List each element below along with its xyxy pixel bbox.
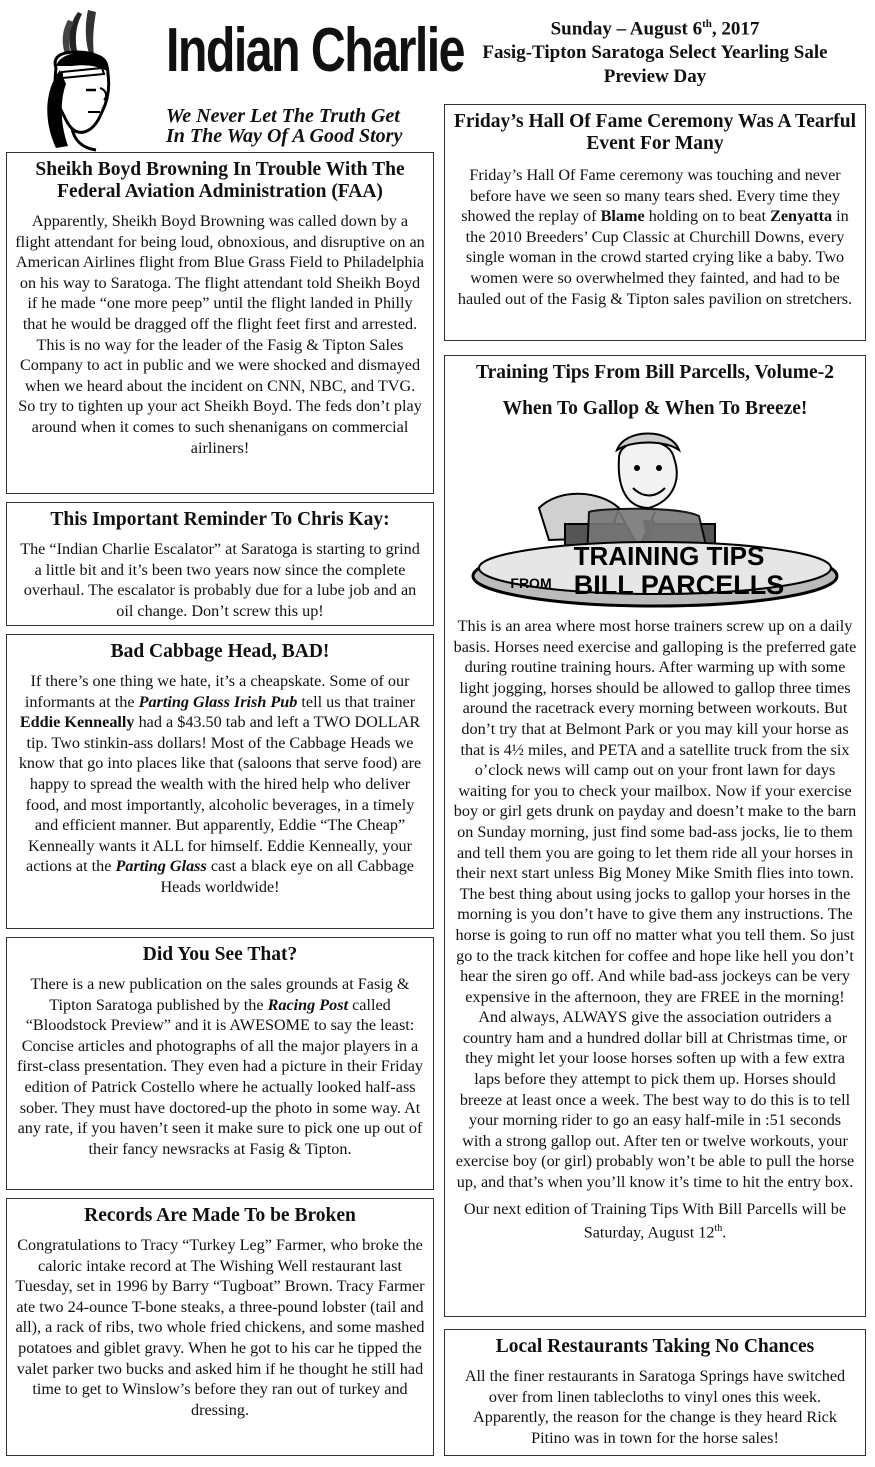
- article-hall-of-fame: [444, 104, 866, 341]
- article-body: There is a new publication on the sales grounds at Fasig & Tipton Saratoga published by the Racing Post called “Bloodstock Preview” and it is AWESOME to say the least: Concise articles and photographs of all the major players in a first-class presentation. They even had a picture in their Friday edition of Patrick Costello where he actually looked half-ass sober. They must have doctored-up the photo in some way. At any rate, if you haven’t seen it make sure to pick one up out of their fancy newsracks at Fasig & Tipton.: [16, 975, 424, 1158]
- sign-line-2: BILL PARCELLS: [573, 570, 785, 600]
- edition-date: Sunday – August 6th, 2017: [550, 18, 760, 40]
- article-body: The “Indian Charlie Escalator” at Saratoga is starting to grind a little bit and it’s been two years now since the complete overhaul. The escalator is probably due for a lube job and an oil change. Don’t screw this up!: [20, 540, 420, 620]
- masthead-tagline: We Never Let The Truth Get In The Way Of A Good Story: [166, 105, 403, 147]
- masthead-title: Indian Charlie: [166, 16, 464, 85]
- article-body: All the finer restaurants in Saratoga Springs have switched over from linen tablecloths to vinyl ones this week. Apparently, the reason for the change is they heard Rick Pitino was in town for the horse sales!: [464, 1367, 846, 1447]
- article-headline: Bad Cabbage Head, BAD!: [110, 641, 330, 662]
- edition-event: Fasig-Tipton Saratoga Select Yearling Sale: [482, 42, 828, 64]
- article-headline: Sheikh Boyd Browning In Trouble With The Federal Aviation Administration (FAA): [35, 159, 405, 202]
- masthead: [6, 0, 464, 152]
- article-records: [6, 1198, 434, 1456]
- caricature-icon: [469, 428, 841, 608]
- article-headline: Records Are Made To be Broken: [84, 1205, 356, 1226]
- article-reminder: [6, 502, 434, 626]
- article-restaurants: [444, 1329, 866, 1456]
- article-headline: Did You See That?: [142, 944, 298, 965]
- edition-info: [444, 0, 866, 93]
- sign-from: FROM: [510, 575, 552, 591]
- article-headline: Training Tips From Bill Parcells, Volume-2: [476, 362, 834, 383]
- edition-subtitle: Preview Day: [603, 66, 707, 88]
- article-headline: Friday’s Hall Of Fame Ceremony Was A Tearful Event For Many: [453, 111, 857, 154]
- left-column: [6, 0, 464, 1456]
- article-faa: [6, 152, 434, 494]
- article-training-tips: [444, 355, 866, 1317]
- article-headline: This Important Reminder To Chris Kay:: [50, 509, 390, 530]
- right-column: [444, 0, 866, 1456]
- sign-line-1: TRAINING TIPS: [573, 541, 765, 571]
- article-body: If there’s one thing we hate, it’s a cheapskate. Some of our informants at the Parting Glass Irish Pub tell us that trainer Eddie Kenneally had a $43.50 tab and left a TWO DOLLAR tip. Two stinkin-ass dollars! Most of the Cabbage Heads we know that go into places like that (saloons that serve food) are happy to spread the wealth with the hired help who deliver food, and most importantly, alcoholic beverages, in a timely and efficient manner. But apparently, Eddie “The Cheap” Kenneally wants it ALL for himself. Eddie Kenneally, your actions at the Parting Glass cast a black eye on all Cabbage Heads worldwide!: [18, 672, 422, 896]
- article-did-you-see: [6, 937, 434, 1190]
- bill-parcells-cartoon: [469, 428, 841, 608]
- article-body: This is an area where most horse trainers screw up on a daily basis. Horses need exercise and galloping is the preferred gate during routine training hours. After warming up with some light jogging, horses should be allowed to gallop three times around the racetrack every morning between workouts. But don’t try that at Belmont Park or you may kill your horse as that is 4½ miles, and PETA and a satellite truck from the six o’clock news will camp out on your front lawn for days waiting for you to check your mailbox. Now if your exercise boy or girl gets drunk on payday and doesn’t make to the barn on Sunday morning, just find some bad-ass jocks, lie to them and tell them you are going to let them ride all your horses in their next start unless Big Money Mike Smith flies into town. The best thing about using jocks to gallop your horses in the morning is you don’t have to give them any instructions. The horse is going to run off no matter what you tell them. So just go to the track kitchen for coffee and hope like hell you don’t hear the siren go off. And while bad-ass jockeys can be very expensive in the afternoon, they are FREE in the morning! And always, ALWAYS give the association outriders a country ham and a hundred dollar bill at Christmas time, or they might let your loose horses soften up with a few extra laps before they attempt to pick them up. Horses should breeze at least once a week. The best way to do this is to tell your morning rider to go an easy half-mile in :51 seconds with a strong gallop out. After ten or twelve workouts, your exercise boy (or girl) probably won’t be able to pull the horse up, and that’s when you’ll know it’s time to hit the entry box.: [453, 617, 857, 1192]
- article-body: Friday’s Hall Of Fame ceremony was touching and never before have we seen so many tears shed. Every time they showed the replay of Blame holding on to beat Zenyatta in the 2010 Breeders’ Cup Classic at Churchill Downs, every single woman in the crowd started crying like a baby. Two women were so overwhelmed they fainted, and had to be hauled out of the Fasig & Tipton sales pavilion on stretchers.: [457, 166, 853, 308]
- indian-head-icon: [16, 8, 146, 153]
- next-edition-note: Our next edition of Training Tips With Bill Parcells will be Saturday, August 12th.: [463, 1199, 847, 1242]
- article-body: Apparently, Sheikh Boyd Browning was called down by a flight attendant for being loud, obnoxious, and disruptive on an American Airlines flight from Blue Grass Field to Philadelphia on his way to Saratoga. The flight attendant told Sheikh Boyd if he made “one more peep” until the flight landed in Philly that he would be dragged off the flight feet first and arrested. This is no way for the leader of the Fasig & Tipton Sales Company to act in public and we were shocked and dismayed when we heard about the incident on CNN, NBC, and TVG. So try to tighten up your act Sheikh Boyd. The feds don’t play around when it comes to such shenanigans on commercial airliners!: [15, 212, 425, 457]
- article-body: Congratulations to Tracy “Turkey Leg” Farmer, who broke the caloric intake record at The Wishing Well restaurant last Tuesday, set in 1996 by Barry “Tugboat” Brown. Tracy Farmer ate two 24-ounce T-bone steaks, a three-pound lobster (tail and all), a rack of ribs, two whole fried chickens, and some mashed potatoes and giblet gravy. When he got to his car he tipped the valet parker two bucks and asked him if he thought he still had time to get to Winslow’s before they ran out of turkey and dressing.: [15, 1236, 425, 1419]
- article-cabbage-head: [6, 634, 434, 929]
- article-subheadline: When To Gallop & When To Breeze!: [502, 398, 808, 419]
- article-headline: Local Restaurants Taking No Chances: [495, 1336, 815, 1357]
